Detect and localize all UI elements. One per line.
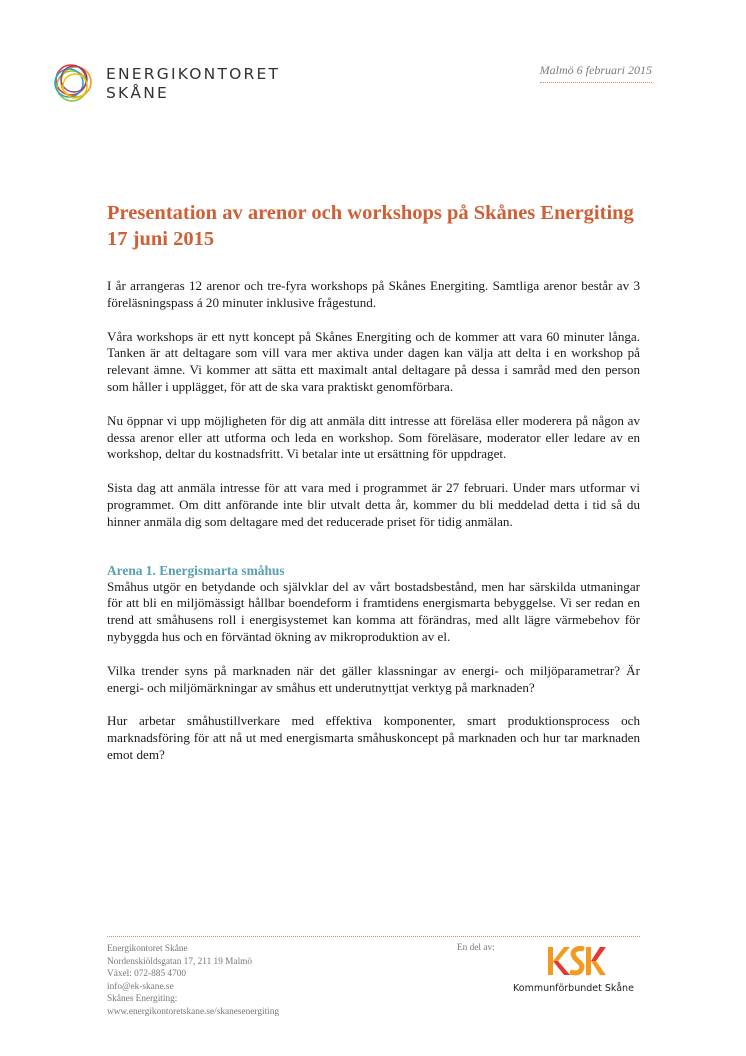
circles-logo-icon	[50, 60, 96, 106]
date-line: Malmö 6 februari 2015	[540, 63, 652, 83]
intro-paragraph: Våra workshops är ett nytt koncept på Skånes Energiting och de kommer att vara 60 minuter långa. Tanken är att deltagare som vill vara mer aktiva under dagen kan välja att delta i en workshop på relevant ämne. Vi kommer att sätta ett maximalt antal deltagare på dessa i samråd med den person som håller i upplägget, för att de ska vara praktiskt genomförbara.	[107, 328, 640, 394]
intro-paragraph: Sista dag att anmäla intresse för att vara med i programmet är 27 februari. Under mars utformar vi programmet. Om ditt anförande inte blir utvalt detta år, kommer du bli meddelad detta i tid så du hinner anmäla dig som deltagare med det reducerade priset för tidig anmälan.	[107, 480, 640, 529]
intro-paragraph: I år arrangeras 12 arenor och tre-fyra workshops på Skånes Energiting. Samtliga arenor består av 3 föreläsningspass á 20 minuter inklusive frågestund.	[107, 278, 640, 310]
footer-email: info@ek-skane.se	[107, 981, 174, 992]
section-paragraph: Hur arbetar småhustillverkare med effektiva komponenter, smart produktionsprocess och marknadsföring för att nå ut med energismarta småhuskoncept på marknaden och hur tar marknaden emot dem?	[107, 713, 640, 762]
partner-name: Kommunförbundet Skåne	[513, 983, 634, 994]
footer-divider	[107, 936, 640, 937]
footer-address: Nordenskiöldsgatan 17, 211 19 Malmö	[107, 956, 253, 967]
org-name	[106, 65, 280, 103]
intro-paragraph: Nu öppnar vi upp möjligheten för dig att anmäla ditt intresse att föreläsa eller moderera på någon av dessa arenor eller att utforma och leda en workshop. Som föreläsare, moderator eller ledare av en workshop, deltar du kostnadsfritt. Vi betalar inte ut ersättning för uppdraget.	[107, 412, 640, 462]
section-paragraph: Vilka trender syns på marknaden när det gäller klassningar av energi- och miljöparametrar? Är energi- och miljömärkningar av småhus ett underutnyttjat verktyg på marknaden?	[107, 662, 640, 695]
section-paragraph: Småhus utgör en betydande och självklar del av vårt bostadsbestånd, men har särskilda utmaningar för att bli en miljömässigt hållbar boendeform i framtidens energismarta bebyggelse. Vi ser redan en trend att småhusens roll i energisystemet kan komma att förändras, med allt lägre värmebehov för nybyggda hus och en förväntad ökning av mikroproduktion av el.	[107, 578, 640, 644]
org-name-line1: ENERGIKONTORET	[106, 65, 281, 83]
footer-website: www.energikontoretskane.se/skanesenergiting	[107, 1006, 280, 1017]
org-name-line2: SKÅNE	[106, 84, 169, 102]
footer-phone: Växel: 072-885 4700	[107, 969, 187, 980]
part-of-label: En del av:	[457, 943, 495, 953]
footer-contact	[107, 943, 279, 1019]
section-heading: Arena 1. Energismarta småhus	[107, 562, 285, 578]
footer-org: Energikontoret Skåne	[107, 944, 188, 954]
footer-event-label: Skånes Energiting:	[107, 994, 178, 1005]
document-title: Presentation av arenor och workshops på Skånes Energiting 17 juni 2015	[107, 202, 634, 250]
document-body	[107, 278, 640, 781]
ksk-logo-icon	[548, 945, 606, 977]
arena-section	[107, 563, 640, 764]
energikontoret-logo	[50, 60, 290, 110]
